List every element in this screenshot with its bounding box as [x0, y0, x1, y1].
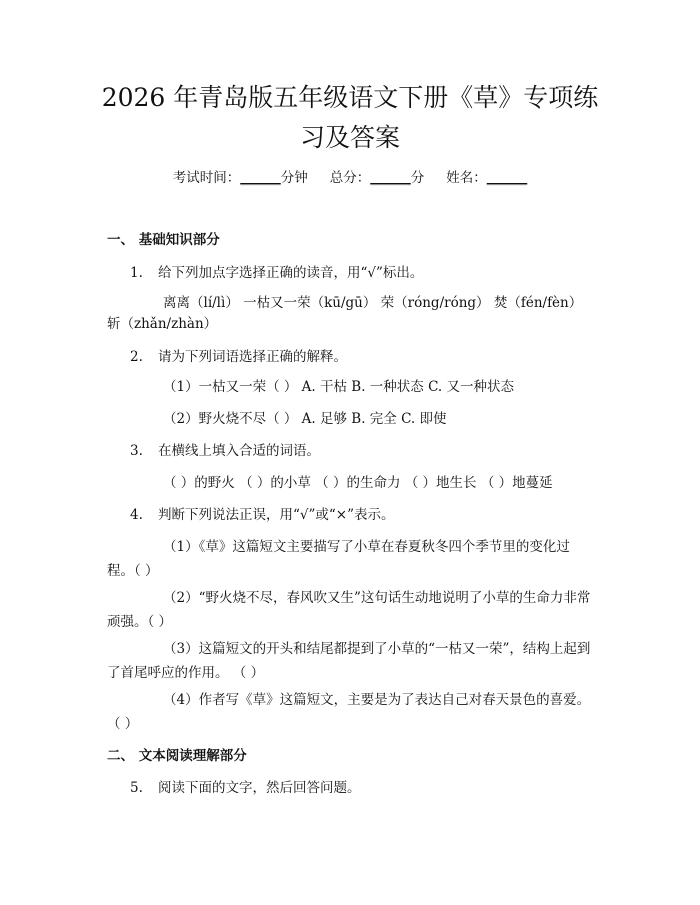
question-4-item-3: （3）这篇短文的开头和结尾都提到了小草的“一枯又一荣”，结构上起到了首尾呼应的作用。 （ ）: [107, 641, 591, 681]
question-4-item-2: （2）“野火烧不尽，春风吹又生”这句话生动地说明了小草的生命力非常顽强。（ ）: [107, 590, 591, 630]
question-5-number: 5.: [130, 780, 143, 796]
section-2-heading: 二、 文本阅读理解部分: [107, 748, 247, 764]
question-2-number: 2.: [130, 349, 143, 365]
question-1-number: 1.: [130, 265, 143, 281]
document-title: [80, 78, 620, 158]
title-line-1: 2026 年青岛版五年级语文下册《草》专项练: [101, 83, 599, 112]
question-4: [130, 505, 395, 525]
time-label: 考试时间：: [172, 170, 241, 186]
score-unit: 分: [410, 170, 425, 186]
question-2-item-2: （2）野火烧不尽（ ） A. 足够 B. 完全 C. 即使: [163, 411, 447, 427]
question-3: [130, 441, 320, 461]
title-line-2: 习及答案: [299, 123, 400, 152]
score-blank: ______: [370, 170, 411, 186]
question-4-item-4: （4）作者写《草》这篇短文，主要是为了表达自己对春天景色的喜爱。（ ）: [107, 692, 591, 732]
question-2-text: 请为下列词语选择正确的解释。: [158, 349, 347, 365]
question-3-blanks: （ ）的野火 （ ）的小草 （ ）的生命力 （ ）地生长 （ ）地蔓延: [163, 475, 553, 491]
question-1-options-line-2: 斩（zhǎn/zhàn）: [107, 316, 218, 332]
question-1-text: 给下列加点字选择正确的读音，用“√”标出。: [158, 265, 424, 281]
question-4-number: 4.: [130, 507, 143, 523]
question-1-options-line-1: 离离（lí/lì） 一枯又一荣（kū/gū） 荣（róng/róng） 焚（fén/fèn）: [163, 295, 583, 311]
question-2-item-1: （1）一枯又一荣（ ） A. 干枯 B. 一种状态 C. 又一种状态: [163, 379, 515, 395]
question-3-text: 在横线上填入合适的词语。: [158, 443, 320, 459]
question-1: [130, 263, 423, 283]
question-2: [130, 347, 347, 367]
question-4-item-1: （1）《草》这篇短文主要描写了小草在春夏秋冬四个季节里的变化过程。（ ）: [107, 539, 570, 579]
question-3-number: 3.: [130, 443, 143, 459]
section-1-heading: 一、 基础知识部分: [107, 232, 220, 248]
time-blank: ______: [240, 170, 281, 186]
name-blank: ______: [486, 170, 528, 186]
question-4-text: 判断下列说法正误，用“√”或“×”表示。: [158, 507, 395, 523]
exam-info: [0, 168, 700, 188]
question-5: [130, 778, 361, 798]
name-label: 姓名：: [446, 170, 487, 186]
question-5-text: 阅读下面的文字，然后回答问题。: [158, 780, 361, 796]
score-label: 总分：: [329, 170, 371, 186]
time-unit: 分钟: [280, 170, 308, 186]
